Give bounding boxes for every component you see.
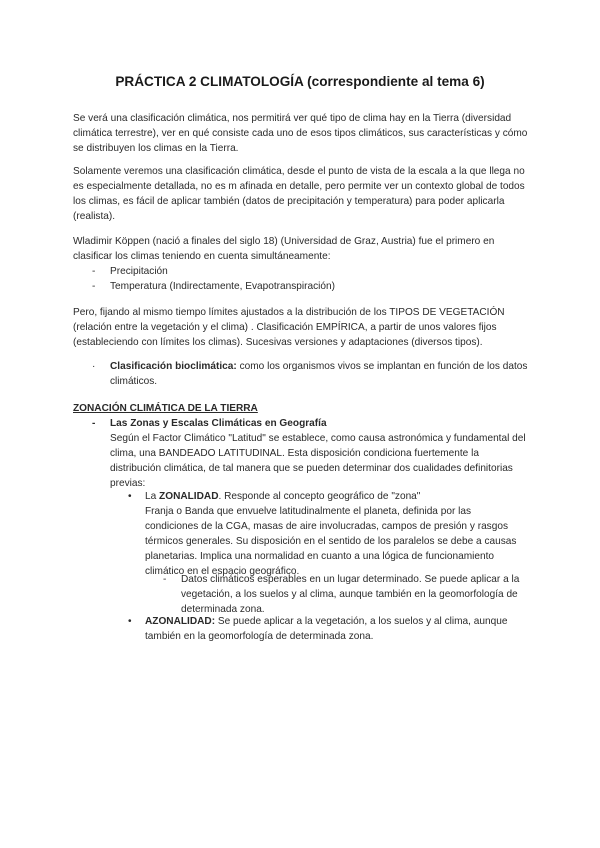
page-title: PRÁCTICA 2 CLIMATOLOGÍA (correspondiente al tema 6) xyxy=(115,74,485,89)
list-dash-marker: - xyxy=(92,281,96,292)
bioclimatic-item xyxy=(110,359,530,389)
zonalidad-subitem: Datos climáticos esperables en un lugar determinado. Se puede aplicar a la vegetación, a los suelos y al clima, aunque también en la geomorfología de determinada zona. xyxy=(181,574,520,615)
zonalidad-prefix: La xyxy=(145,491,160,502)
section-heading-zonation: ZONACIÓN CLIMÁTICA DE LA TIERRA xyxy=(73,403,258,414)
paragraph-zones: Según el Factor Climático "Latitud" se establece, como causa astronómica y fundamental del clima, una BANDEADO LATITUDINAL. Esta disposición condiciona fuertemente la distribución climática, de tal manera que se pueden determinar dos cualidades definitorias previas: xyxy=(110,433,526,489)
zonalidad-text: Franja o Banda que envuelve latitudinalmente el planeta, definida por las condiciones de la CGA, masas de aire involucradas, campos de presión y rasgos térmicos generales. Su disposición en el sentido de los paralelos se debe a causas planetarias. Implica una normalidad en cuanto a una lógica de funcionamiento climático en el espacio geográfico. xyxy=(145,506,517,577)
list-bullet-marker: • xyxy=(128,616,132,627)
zonalidad-item xyxy=(145,489,420,504)
paragraph-intro: Se verá una clasificación climática, nos permitirá ver qué tipo de clima hay en la Tierra (diversidad climática terrestre), ver en qué consiste cada uno de esos tipos climáticos, sus características y cómo se distribuyen los climas en la Tierra. xyxy=(73,113,528,154)
list-dash-marker: - xyxy=(92,418,96,429)
list-dash-marker: - xyxy=(92,266,96,277)
subheading-zones: Las Zonas y Escalas Climáticas en Geografía xyxy=(110,418,327,429)
azonalidad-text: Se puede aplicar a la vegetación, a los suelos y al clima, aunque también en la geomorfología de determinada zona. xyxy=(145,616,508,642)
bioclimatic-label: Clasificación bioclimática: xyxy=(110,361,237,372)
list-bullet-marker: • xyxy=(128,491,132,502)
paragraph-koppen: Wladimir Köppen (nació a finales del siglo 18) (Universidad de Graz, Austria) fue el primero en clasificar los climas teniendo en cuenta simultáneamente: xyxy=(73,236,495,262)
azonalidad-item xyxy=(145,614,530,644)
paragraph-scope: Solamente veremos una clasificación climática, desde el punto de vista de la escala a la que llega no es especialmente detallada, no es m afinada en detalle, pero permite ver un contexto global de todos los climas, es fácil de aplicar también (datos de precipitación y temperatura) para poder aplicarla (realista). xyxy=(73,166,525,222)
list-dash-marker: - xyxy=(163,574,167,585)
azonalidad-label: AZONALIDAD: xyxy=(145,616,216,627)
bioclimatic-text: como los organismos vivos se implantan en función de los datos climáticos. xyxy=(110,361,528,387)
list-dot-marker: · xyxy=(92,361,96,372)
zonalidad-suffix: . Responde al concepto geográfico de "zona" xyxy=(218,491,421,502)
list-item: Precipitación xyxy=(110,266,168,277)
paragraph-vegetation: Pero, fijando al mismo tiempo límites ajustados a la distribución de los TIPOS DE VEGETACIÓN (relación entre la vegetación y el clima) . Clasificación EMPÍRICA, a partir de unos valores fijos (estableciendo con límites los climas). Sucesivas versiones y adaptaciones (diversos tipos). xyxy=(73,307,505,348)
list-item: Temperatura (Indirectamente, Evapotranspiración) xyxy=(110,281,335,292)
zonalidad-label: ZONALIDAD xyxy=(159,491,219,502)
